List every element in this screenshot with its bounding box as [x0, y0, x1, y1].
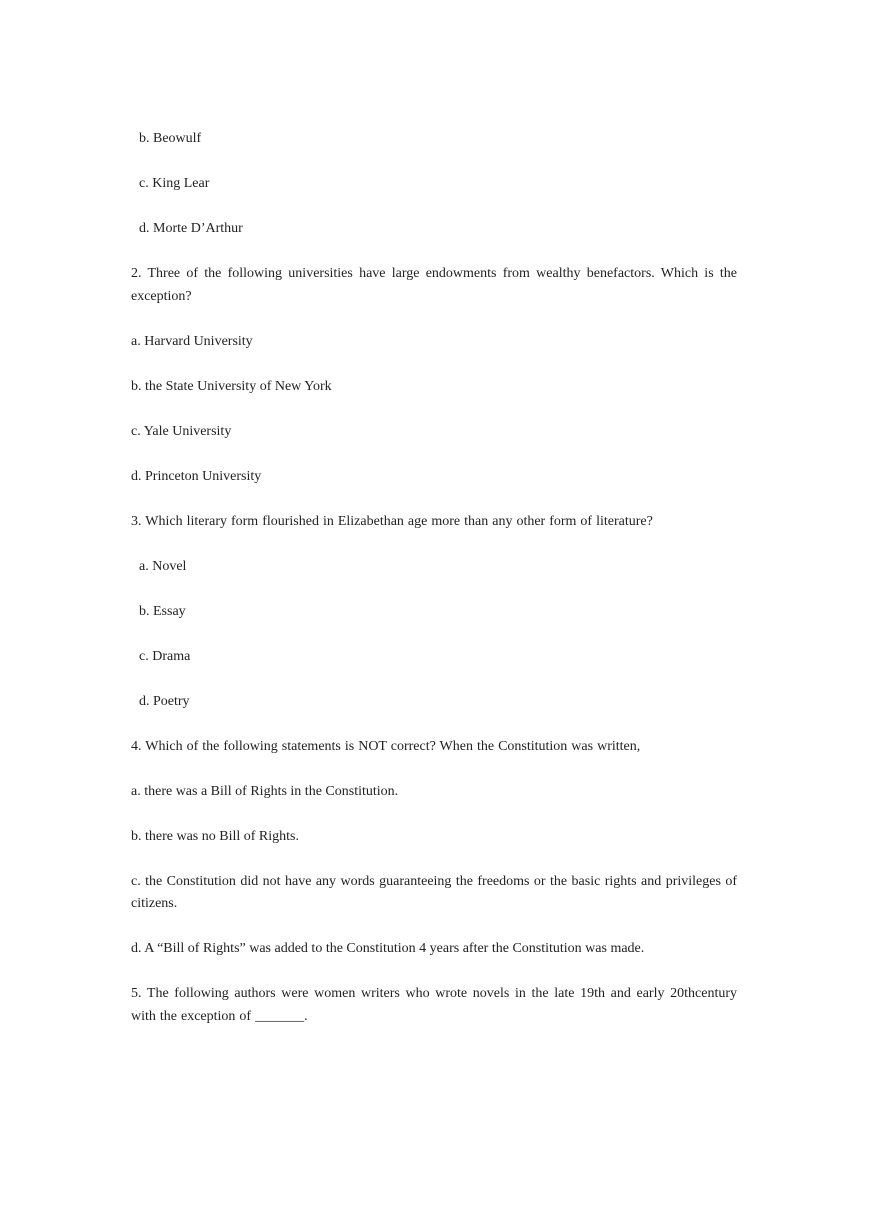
q2-option-c: c. Yale University: [131, 423, 232, 439]
question-5: 5. The following authors were women writers who wrote novels in the late 19th and early 20thcentury with the exception of _______.: [131, 986, 737, 1024]
question-3: 3. Which literary form flourished in Elizabethan age more than any other form of literature?: [131, 513, 653, 529]
document-page: [131, 128, 737, 1051]
q1-option-c: c. King Lear: [139, 176, 210, 191]
q4-option-b: b. there was no Bill of Rights.: [131, 828, 299, 844]
q4-option-a: a. there was a Bill of Rights in the Constitution.: [131, 783, 399, 799]
q3-option-a: a. Novel: [139, 558, 187, 574]
question-4: 4. Which of the following statements is NOT correct? When the Constitution was written,: [131, 738, 641, 754]
q1-option-b: b. Beowulf: [139, 131, 202, 146]
q3-option-b: b. Essay: [139, 603, 186, 619]
q1-option-d: d. Morte D’Arthur: [139, 221, 243, 236]
q3-option-d: d. Poetry: [139, 693, 190, 709]
q2-option-b: b. the State University of New York: [131, 378, 332, 394]
q4-option-c: c. the Constitution did not have any words guaranteeing the freedoms or the basic rights and privileges of citizens.: [131, 873, 737, 911]
q2-option-a: a. Harvard University: [131, 333, 253, 349]
question-2: 2. Three of the following universities have large endowments from wealthy benefactors. Which is the exception?: [131, 266, 737, 304]
q3-option-c: c. Drama: [139, 648, 191, 664]
q4-option-d: d. A “Bill of Rights” was added to the Constitution 4 years after the Constitution was made.: [131, 941, 645, 956]
q2-option-d: d. Princeton University: [131, 468, 262, 484]
